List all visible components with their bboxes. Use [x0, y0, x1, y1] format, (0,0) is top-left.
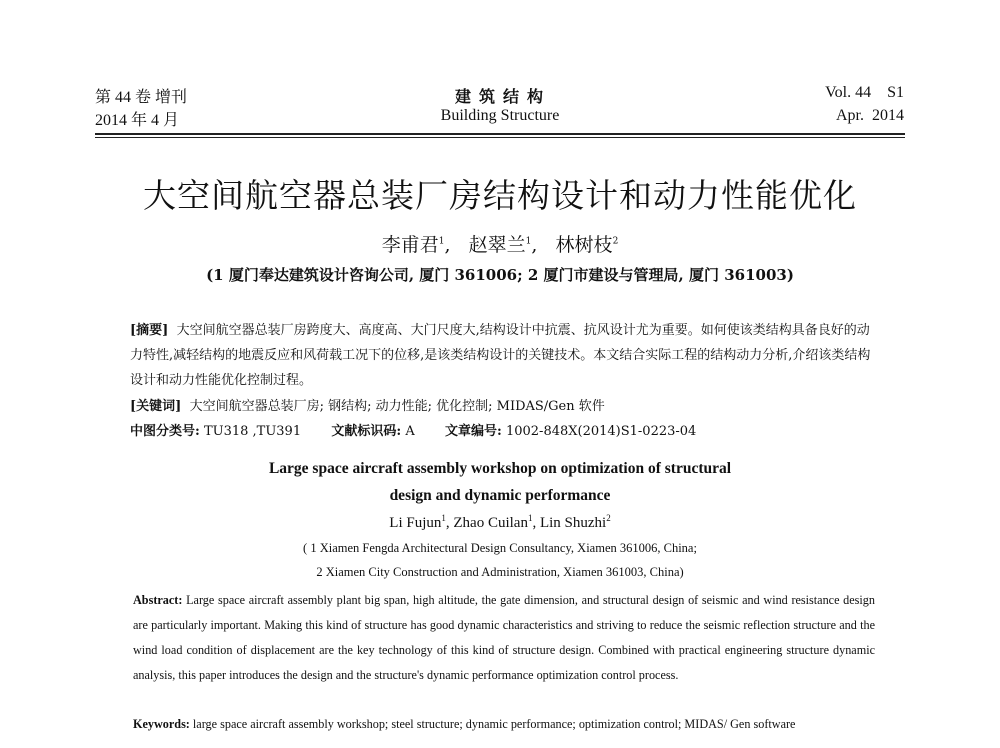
header-rule-thin [95, 137, 905, 138]
abstract-en-text: Large space aircraft assembly plant big span, high altitude, the gate dimension, and structural design of seismic and wind resistance design are particularly important. Making this kind of structure has good dynamic characteristics and striving to reduce the seismic reflection structure and the wind load condition of displacement are the key technology of this kind of structure design. Combined with practical engineering structure dynamic analysis, this paper introduces the design and the structure's dynamic performance optimization control process. [133, 593, 875, 682]
doc-code-label: 文献标识码: [331, 424, 402, 439]
authors-cn: 李甫君$^1$, 赵翠兰$^1$, 林树枝$^2$ [381, 234, 619, 256]
author-en-sup: 1 [527, 513, 533, 523]
date-en: Apr. 2014 [836, 107, 904, 124]
volume-en: Vol. 44 S1 [825, 84, 904, 101]
author-cn-sup: 2 [612, 236, 619, 247]
author-cn-name: 赵翠兰 [468, 234, 526, 256]
abstract-cn-label: [摘要] [130, 323, 169, 338]
affiliations-cn: (1 厦门奉达建筑设计咨询公司, 厦门 361006; 2 厦门市建设与管理局, 厦门 361003) [206, 266, 794, 284]
abstract-cn-text: 大空间航空器总装厂房跨度大、高度高、大门尺度大,结构设计中抗震、抗风设计尤为重要。如何使该类结构具备良好的动力特性,减轻结构的地震反应和风荷载工况下的位移,是该类结构设计的关键技术。本文结合实际工程的结构动力分析,介绍该类结构设计和动力性能优化控制过程。 [130, 323, 871, 388]
author-en-sup: 2 [606, 513, 611, 523]
authors-en: Li Fujun$^1$, Zhao Cuilan$^1$, Lin Shuzhi$^2$ [389, 513, 611, 531]
abstract-cn [130, 318, 875, 393]
article-number-label: 文章编号: [445, 424, 502, 439]
abstract-en [133, 588, 875, 688]
header-rule-thick [95, 133, 905, 135]
keywords-en-text: large space aircraft assembly workshop; steel structure; dynamic performance; optimization control; MIDAS/ Gen software [192, 717, 796, 731]
journal-name-cn: 建 筑 结 构 [454, 89, 545, 106]
author-cn-sup: 1 [525, 236, 532, 247]
affiliation-en-2: 2 Xiamen City Construction and Administration, Xiamen 361003, China) [316, 565, 684, 579]
date-cn: 2014 年 4 月 [95, 112, 180, 129]
keywords-cn-label: [关键词] [130, 399, 182, 414]
keywords-cn [130, 394, 875, 419]
author-cn-name: 李甫君 [381, 234, 439, 256]
keywords-en-label: Keywords: [133, 717, 190, 731]
affiliation-en-1: ( 1 Xiamen Fengda Architectural Design Consultancy, Xiamen 361006, China; [303, 541, 697, 555]
keywords-en [133, 712, 875, 737]
clc-value: TU318 ,TU391 [203, 424, 302, 439]
abstract-en-label: Abstract: [133, 593, 183, 607]
classification-line [130, 419, 875, 444]
page-title-en-line1: Large space aircraft assembly workshop on optimization of structural [268, 460, 732, 477]
journal-name-en: Building Structure [440, 107, 560, 124]
page-title-en-line2: design and dynamic performance [389, 487, 611, 504]
author-en-name: Li Fujun [389, 515, 442, 531]
author-en-name: Lin Shuzhi [539, 515, 607, 531]
volume-cn: 第 44 卷 增刊 [95, 89, 188, 106]
page-title-cn: 大空间航空器总装厂房结构设计和动力性能优化 [143, 176, 857, 215]
author-en-sup: 1 [441, 513, 446, 523]
keywords-cn-text: 大空间航空器总装厂房; 钢结构; 动力性能; 优化控制; MIDAS/Gen 软件 [189, 399, 605, 414]
author-en-name: Zhao Cuilan [453, 515, 528, 531]
author-cn-name: 林树枝 [555, 234, 613, 256]
doc-code-value: A [405, 424, 415, 439]
article-number-value: 1002-848X(2014)S1-0223-04 [505, 424, 697, 439]
author-cn-sup: 1 [438, 236, 445, 247]
clc-label: 中图分类号: [130, 424, 200, 439]
